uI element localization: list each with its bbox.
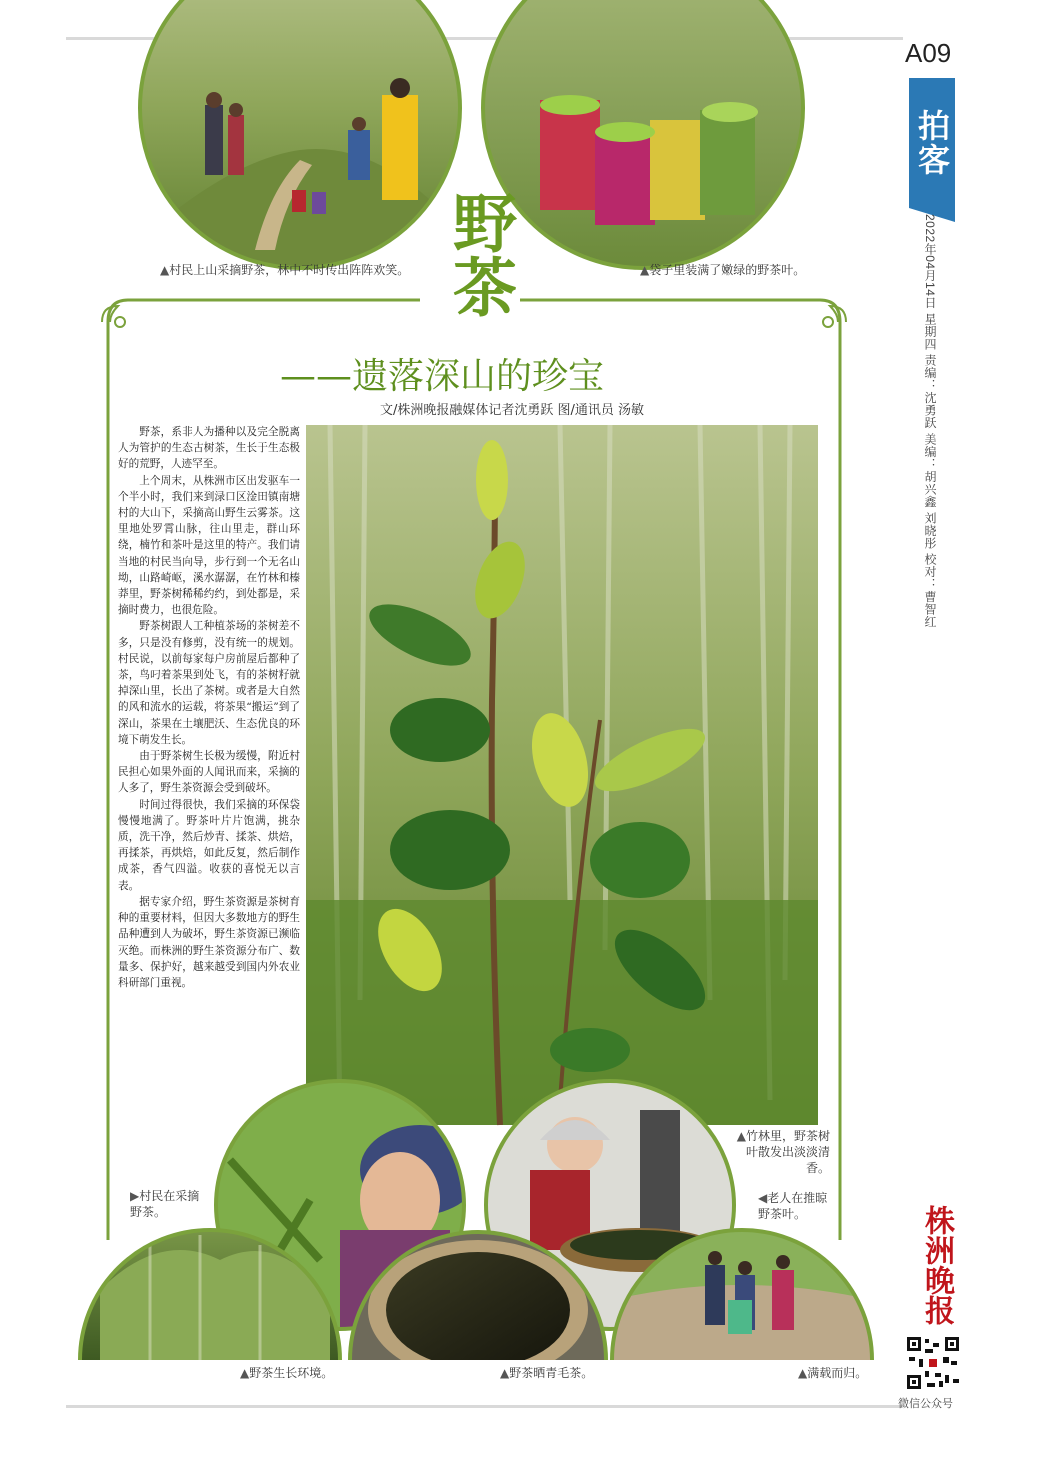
- paragraph: 由于野茶树生长极为缓慢，附近村民担心如果外面的人闻讯而来，采摘的人多了，野生茶资源会受到破坏。: [118, 750, 300, 795]
- article-title: 野茶: [442, 190, 517, 318]
- photo-main-tea-shoots: [306, 425, 818, 1125]
- qr-caption: 微信公众号: [898, 1397, 953, 1410]
- caption-elder-kneading: ◀老人在推晾野茶叶。: [758, 1191, 828, 1221]
- article-body: [118, 424, 300, 991]
- dateline: 2022年04月14日 星期四 责编：沈勇跃 美编：胡兴鑫 刘晓彤 校对：曹智红: [923, 214, 937, 629]
- section-tab: 拍客: [909, 78, 955, 208]
- paragraph: 野茶树跟人工种植茶场的茶树差不多，只是没有修剪，没有统一的规划。村民说，以前每家每户房前屋后都种了茶，鸟叼着茶果到处飞，有的茶树籽就掉深山里，长出了茶树。或者是大自然的风和流水的运载，将茶果“搬运”到了深山，茶果在土壤肥沃、生态优良的环境下萌发生长。: [118, 620, 300, 746]
- photo-bags-full: [470, 0, 810, 270]
- qr-code: [905, 1335, 961, 1391]
- caption-environment: ▲野茶生长环境。: [240, 1366, 334, 1380]
- caption-villagers-uphill: ▲村民上山采摘野茶，林中不时传出阵阵欢笑。: [160, 263, 410, 277]
- photo-villagers-uphill: [130, 0, 470, 270]
- caption-bamboo-forest: ▲竹林里，野茶树叶散发出淡淡清香。: [736, 1129, 830, 1175]
- article-subtitle: ——遗落深山的珍宝: [280, 356, 605, 397]
- triangle-left-icon: ◀: [758, 1191, 768, 1205]
- triangle-icon: ▲: [500, 1366, 510, 1380]
- triangle-icon: ▲: [160, 263, 170, 277]
- caption-bags-full: ▲袋子里装满了嫩绿的野茶叶。: [640, 263, 806, 277]
- paragraph: 时间过得很快，我们采摘的环保袋慢慢地满了。野茶叶片片饱满，挑杂质，洗干净，然后炒青、揉茶、烘焙，再揉茶，再烘焙，如此反复，然后制作成茶，香气四溢。收获的喜悦无以言表。: [118, 798, 300, 892]
- paragraph: 上个周末，从株洲市区出发驱车一个半小时，我们来到渌口区淦田镇南塘村的大山下，采摘高山野生云雾茶。这里地处罗霄山脉，往山里走，群山环绕，楠竹和茶叶是这里的特产。我们请当地的村民当向导，步行到一个无名山坳，山路崎岖，溪水潺潺，在竹林和榛莽里，野茶树稀稀约约，到处都是，采摘时费力，也很危险。: [118, 474, 300, 617]
- triangle-right-icon: ▶: [130, 1189, 140, 1203]
- bottom-rule: [66, 1405, 903, 1408]
- masthead-logo: 株洲晚报: [919, 1205, 954, 1325]
- caption-sun-drying: ▲野茶晒青毛茶。: [500, 1366, 594, 1380]
- article-byline: 文/株洲晚报融媒体记者沈勇跃 图/通讯员 汤敏: [380, 403, 645, 418]
- triangle-icon: ▲: [798, 1366, 808, 1380]
- caption-villager-picking: ▶村民在采摘野茶。: [130, 1189, 200, 1219]
- page-number: A09: [905, 38, 952, 68]
- triangle-icon: ▲: [736, 1129, 746, 1143]
- paragraph: 据专家介绍，野生茶资源是茶树育种的重要材料，但因大多数地方的野生品种遭到人为破坏，野生茶资源已濒临灭绝。而株洲的野生茶资源分布广、数量多、保护好，越来越受到国内外农业科研部门重视。: [118, 895, 300, 989]
- triangle-icon: ▲: [640, 263, 650, 277]
- caption-return-home: ▲满载而归。: [798, 1366, 868, 1380]
- triangle-icon: ▲: [240, 1366, 250, 1380]
- paragraph: 野茶，系非人为播种以及完全脱离人为管护的生态古树茶，生长于生态极好的荒野，人迹罕至。: [118, 426, 300, 471]
